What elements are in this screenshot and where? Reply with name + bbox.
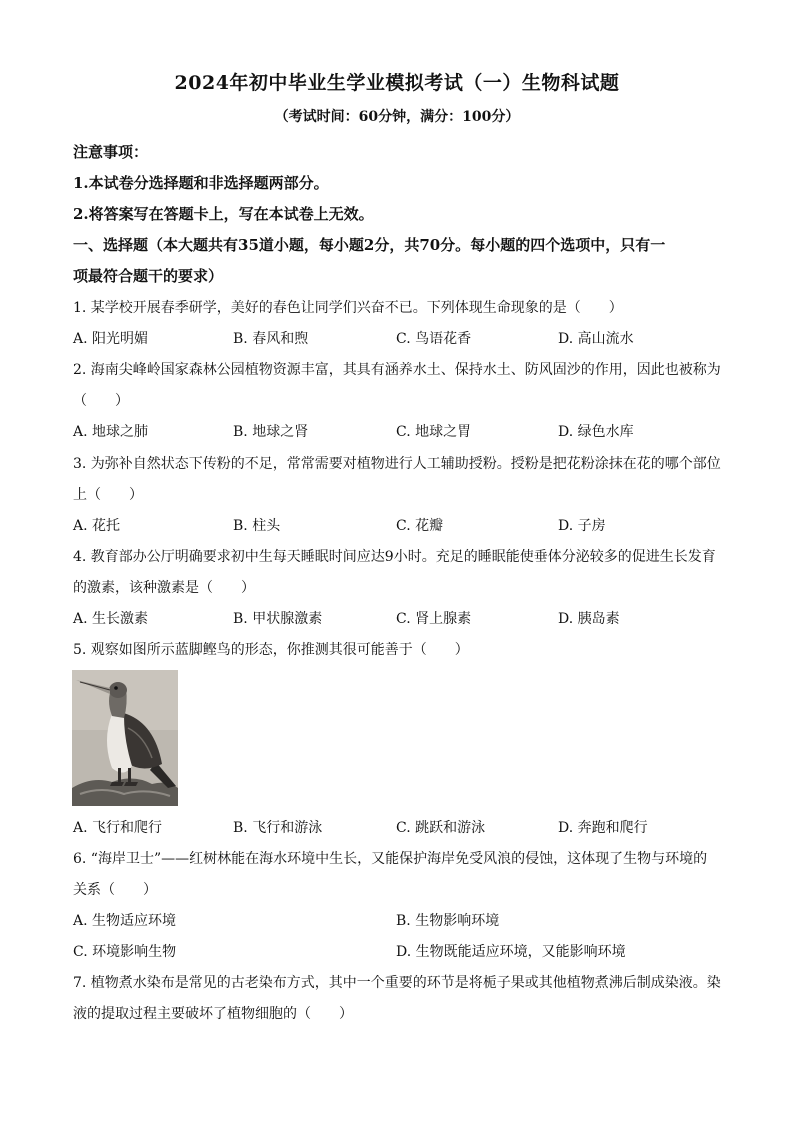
question-3-option-a: A. 花托 — [73, 518, 121, 534]
page-title: 2024年初中毕业生学业模拟考试（一）生物科试题 — [174, 72, 620, 94]
question-1-stem: 1. 某学校开展春季研学，美好的春色让同学们兴奋不已。下列体现生命现象的是（ ） — [73, 300, 623, 316]
exam-time-info: （考试时间：60分钟，满分：100分） — [274, 109, 520, 125]
question-2-option-b: B. 地球之肾 — [233, 424, 309, 440]
question-2-option-d: D. 绿色水库 — [558, 424, 634, 440]
question-1-option-a: A. 阳光明媚 — [73, 331, 149, 347]
question-3-option-c: C. 花瓣 — [396, 518, 444, 534]
section-heading: 一、选择题（本大题共有35道小题，每小题2分，共70分。每小题的四个选项中，只有一 — [73, 236, 666, 254]
question-3-option-b: B. 柱头 — [233, 518, 281, 534]
question-2-option-c: C. 地球之胃 — [396, 424, 472, 440]
question-1-option-d: D. 高山流水 — [558, 331, 634, 347]
question-6-option-d: D. 生物既能适应环境，又能影响环境 — [396, 944, 626, 960]
question-6-option-a: A. 生物适应环境 — [73, 913, 177, 929]
question-4-option-d: D. 胰岛素 — [558, 611, 620, 627]
notice-heading: 注意事项： — [73, 143, 149, 161]
question-7-stem-cont: 液的提取过程主要破坏了植物细胞的（ ） — [73, 1006, 353, 1022]
question-1-option-b: B. 春风和煦 — [233, 331, 309, 347]
question-6-stem: 6. “海岸卫士”——红树林能在海水环境中生长，又能保护海岸免受风浪的侵蚀，这体现了生物与环境的 — [73, 851, 708, 867]
question-3-stem: 3. 为弥补自然状态下传粉的不足，常常需要对植物进行人工辅助授粉。授粉是把花粉涂抹在花的哪个部位 — [73, 456, 721, 472]
question-7-stem: 7. 植物煮水染布是常见的古老染布方式，其中一个重要的环节是将栀子果或其他植物煮沸后制成染液。染 — [73, 975, 721, 991]
question-6-option-b: B. 生物影响环境 — [396, 913, 500, 929]
question-3-stem-cont: 上（ ） — [73, 487, 143, 503]
question-5-option-d: D. 奔跑和爬行 — [558, 820, 648, 836]
question-2-option-a: A. 地球之肺 — [73, 424, 149, 440]
question-4-option-b: B. 甲状腺激素 — [233, 611, 323, 627]
question-5-option-c: C. 跳跃和游泳 — [396, 820, 486, 836]
notice-item-1: 1.本试卷分选择题和非选择题两部分。 — [73, 174, 329, 192]
question-6-option-c: C. 环境影响生物 — [73, 944, 177, 960]
bird-illustration — [72, 670, 178, 806]
notice-item-2: 2.将答案写在答题卡上，写在本试卷上无效。 — [73, 205, 374, 223]
question-2-stem: 2. 海南尖峰岭国家森林公园植物资源丰富，其具有涵养水土、保持水土、防风固沙的作用，因此也被称为 — [73, 362, 721, 378]
question-5-option-b: B. 飞行和游泳 — [233, 820, 323, 836]
question-2-stem-cont: （ ） — [73, 393, 129, 409]
question-5-option-a: A. 飞行和爬行 — [73, 820, 163, 836]
section-heading-cont: 项最符合题干的要求） — [73, 267, 224, 285]
question-4-stem-cont: 的激素，该种激素是（ ） — [73, 580, 255, 596]
blue-footed-booby-image — [72, 670, 178, 806]
question-6-stem-cont: 关系（ ） — [73, 882, 157, 898]
question-4-option-c: C. 肾上腺素 — [396, 611, 472, 627]
question-3-option-d: D. 子房 — [558, 518, 606, 534]
question-1-option-c: C. 鸟语花香 — [396, 331, 472, 347]
question-5-stem: 5. 观察如图所示蓝脚鲣鸟的形态，你推测其很可能善于（ ） — [73, 642, 469, 658]
question-4-stem: 4. 教育部办公厅明确要求初中生每天睡眠时间应达9小时。充足的睡眠能使垂体分泌较多的促进生长发育 — [73, 549, 716, 565]
question-4-option-a: A. 生长激素 — [73, 611, 149, 627]
